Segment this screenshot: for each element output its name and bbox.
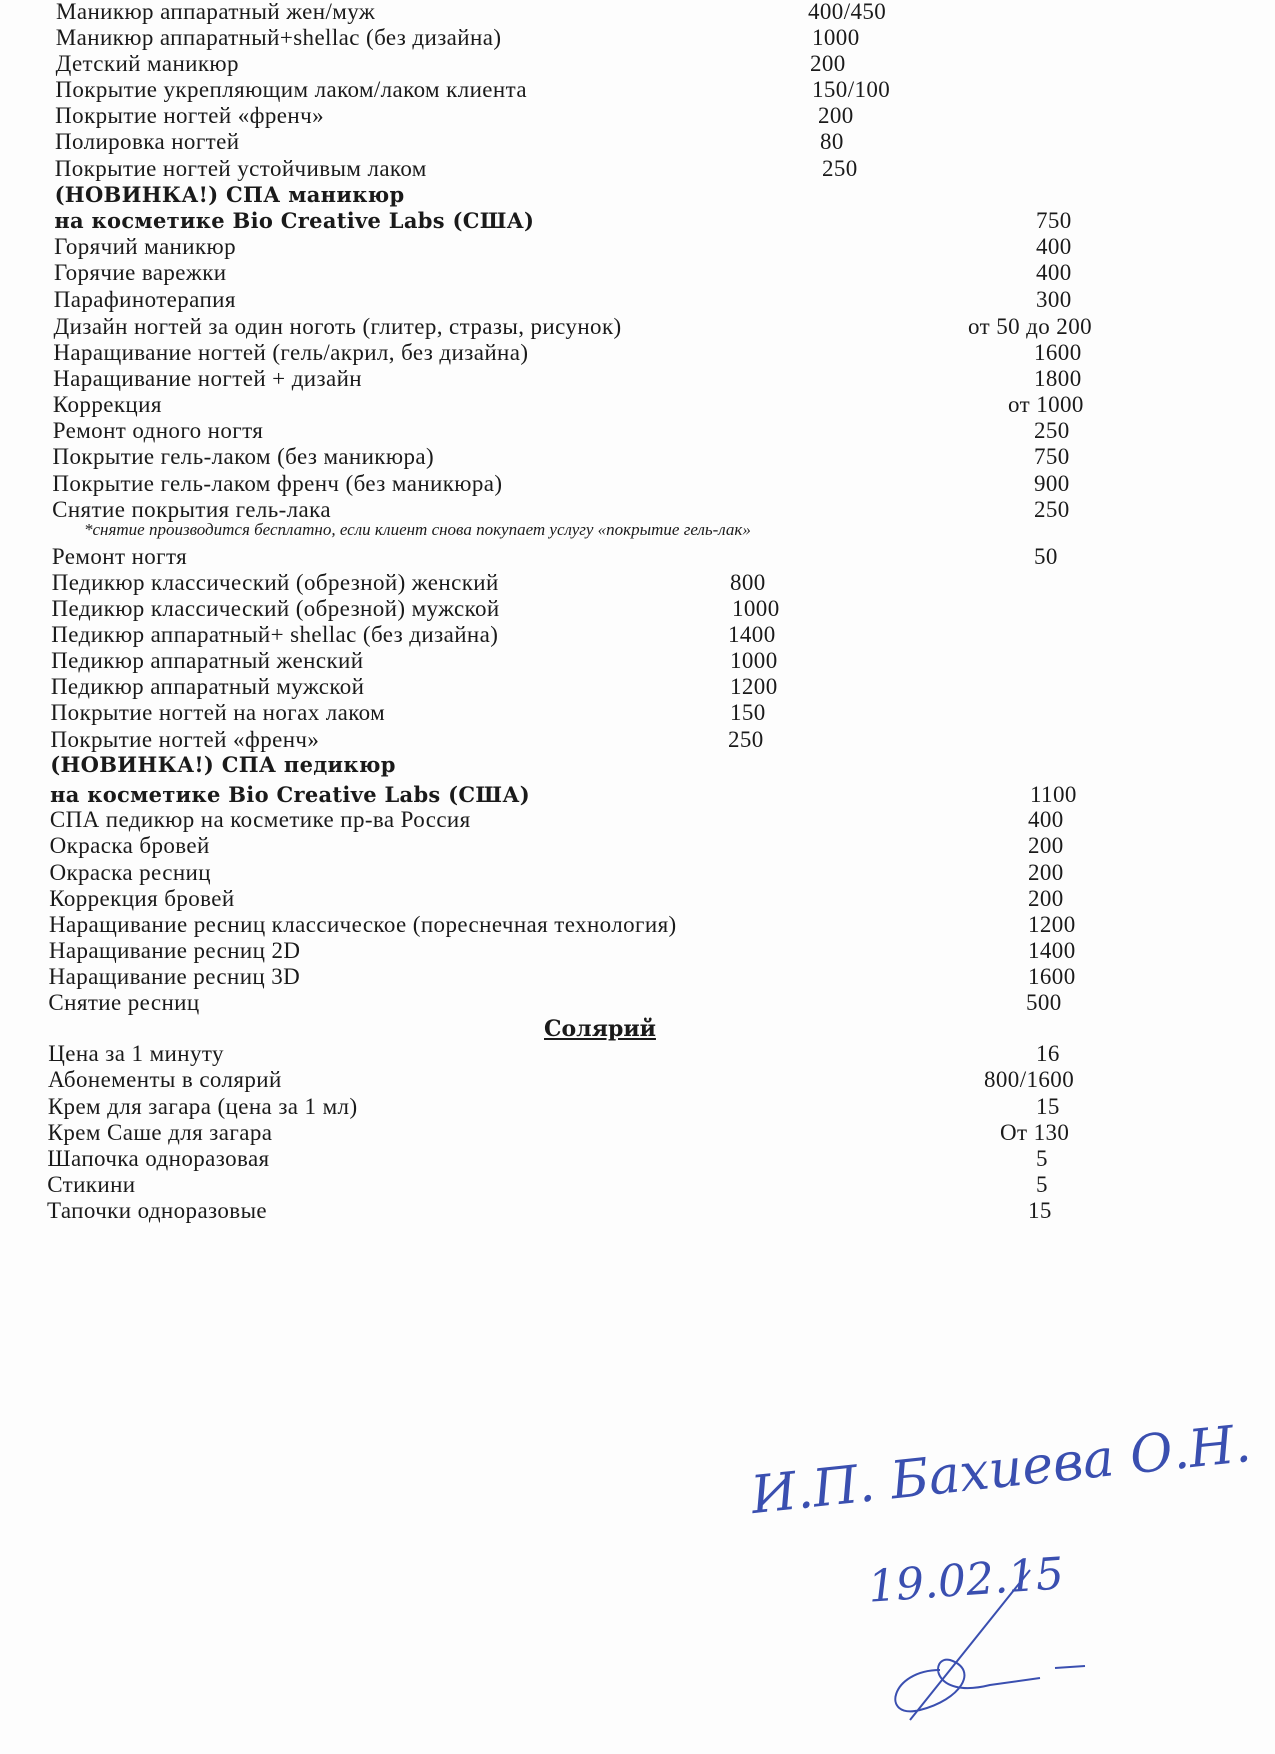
service-label: Снятие ресниц [48,990,200,1015]
service-price: 1000 [812,25,860,50]
service-price: от 50 до 200 [968,314,1093,339]
service-label: Маникюр аппаратный жен/муж [56,0,376,24]
service-label: Тапочки одноразовые [47,1198,268,1223]
signature-name: И.П. Бахиева О.Н. [748,1413,1254,1527]
service-price: 200 [1028,860,1064,885]
service-label: Шапочка одноразовая [47,1146,270,1171]
service-price: 200 [810,51,846,76]
service-label: Педикюр аппаратный мужской [50,674,365,699]
service-label: Цена за 1 минуту [48,1041,224,1066]
service-price: 200 [818,103,854,128]
service-price: 15 [1036,1094,1060,1119]
service-label: Педикюр классический (обрезной) мужской [51,596,500,621]
service-price: 150/100 [812,77,891,102]
service-label: Окраска ресниц [49,860,211,885]
service-label: Покрытие ногтей на ногах лаком [50,700,386,725]
service-price: 80 [820,129,844,154]
solarium-heading: Солярий [544,1016,656,1042]
service-price: От 130 [1000,1120,1070,1145]
service-price: 1000 [730,648,778,673]
service-label: Снятие покрытия гель-лака [52,497,331,522]
service-price: 750 [1034,444,1070,469]
service-label: Наращивание ресниц 2D [48,938,301,963]
service-label: Дизайн ногтей за один ноготь (глитер, стразы, рисунок) [53,314,622,339]
service-label: Покрытие гель-лаком френч (без маникюра) [52,471,503,496]
service-price: от 1000 [1008,392,1084,417]
service-price: 400/450 [808,0,887,24]
service-price: 1400 [728,622,776,647]
service-label: Покрытие укрепляющим лаком/лаком клиента [55,77,527,102]
service-price: 1200 [1028,912,1076,937]
service-label: Горячие варежки [53,260,227,285]
service-price: 150 [730,700,766,725]
service-price: 5 [1036,1172,1048,1197]
service-label: Детский маникюр [55,51,239,76]
service-label: Коррекция [52,392,162,417]
service-label: Ремонт ногтя [51,544,188,569]
service-price: 50 [1034,544,1058,569]
service-label: Покрытие гель-лаком (без маникюра) [52,444,435,469]
service-price: 800 [730,570,766,595]
service-price: 200 [1028,833,1064,858]
service-label: Парафинотерапия [53,287,236,312]
service-label: Покрытие ногтей «френч» [50,727,320,752]
service-price: 1600 [1028,964,1076,989]
service-label: Наращивание ресниц классическое (пореснечная технология) [49,912,677,937]
service-price: 400 [1036,260,1072,285]
service-price: 16 [1036,1041,1060,1066]
service-label: Наращивание ногтей + дизайн [53,366,363,391]
service-price: 1000 [732,596,780,621]
service-label: Горячий маникюр [54,234,237,259]
service-price: 400 [1028,807,1064,832]
service-label: Крем Саше для загара [47,1120,273,1145]
service-label: Ремонт одного ногтя [52,418,264,443]
signature-scribble [870,1560,1090,1730]
service-label: (НОВИНКА!) СПА педикюр [50,752,396,777]
service-label: (НОВИНКА!) СПА маникюр [54,182,405,207]
service-price: 250 [822,156,858,181]
service-price: 250 [1034,418,1070,443]
service-label: Покрытие ногтей устойчивым лаком [54,156,427,181]
service-label: Полировка ногтей [54,129,240,154]
service-label: Абонементы в солярий [48,1067,282,1092]
service-price: 250 [728,727,764,752]
service-price: 1200 [730,674,778,699]
service-label: Наращивание ресниц 3D [48,964,301,989]
service-price: 900 [1034,471,1070,496]
service-label: на косметике Bio Creative Labs (США) [54,208,535,233]
service-label: Стикини [47,1172,136,1197]
service-price: 1400 [1028,938,1076,963]
service-label: Педикюр классический (обрезной) женский [51,570,499,595]
service-price: 5 [1036,1146,1048,1171]
service-label: Коррекция бровей [49,886,235,911]
service-label: Окраска бровей [49,833,210,858]
service-label: Наращивание ногтей (гель/акрил, без дизайна) [53,340,529,365]
service-price: 1800 [1034,366,1082,391]
service-price: 500 [1026,990,1062,1015]
service-price: 1600 [1034,340,1082,365]
service-label: СПА педикюр на косметике пр-ва Россия [49,807,471,832]
service-price: 300 [1036,287,1072,312]
gel-removal-note: *снятие производится бесплатно, если клиент снова покупает услугу «покрытие гель-лак» [84,520,751,539]
service-price: 800/1600 [984,1067,1075,1092]
service-label: Педикюр аппаратный+ shellac (без дизайна) [51,622,499,647]
service-label: Покрытие ногтей «френч» [55,103,324,128]
service-label: на косметике Bio Creative Labs (США) [50,782,530,807]
service-label: Педикюр аппаратный женский [51,648,364,673]
service-price: 200 [1028,886,1064,911]
service-price: 1100 [1030,782,1077,807]
service-price: 750 [1036,208,1072,233]
service-price: 250 [1034,497,1070,522]
signature-date: 19.02.15 [866,1548,1066,1613]
service-price: 15 [1028,1198,1052,1223]
service-label: Крем для загара (цена за 1 мл) [47,1094,358,1119]
service-label: Маникюр аппаратный+shellac (без дизайна) [55,25,502,50]
service-price: 400 [1036,234,1072,259]
